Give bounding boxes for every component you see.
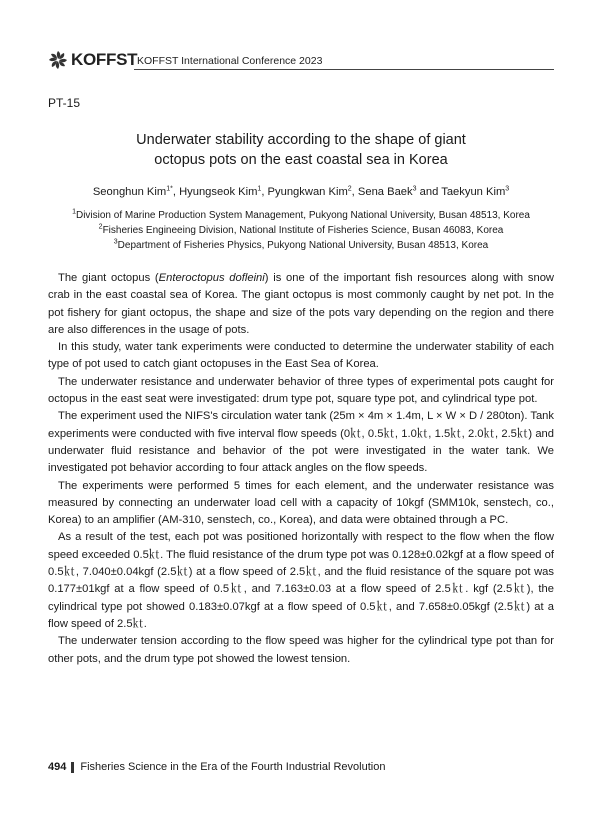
author-list: Seonghun Kim$^{1*}$, Hyungseok Kim$^1$, Pyungkwan Kim$^2$, Sena Baek$^3$ and Taekyun Kim$^3$ xyxy=(92,185,510,198)
author-affiliation-marker: 1* xyxy=(166,185,173,193)
species-name: Enteroctopus dofleini xyxy=(158,272,265,284)
page-footer xyxy=(48,761,385,773)
conference-name: KOFFST International Conference 2023 xyxy=(137,55,323,67)
paragraph-5: The experiments were performed 5 times for each element, and the underwater resistance was measured by connecting an underwater load cell with a capacity of 10kgf (SMM10k, senstech, co., Korea) to an amplifier (AM-310, senstech, co., Korea), and data were obtained through a PC. xyxy=(48,479,554,527)
paragraph-2: In this study, water tank experiments were conducted to determine the underwater stability of each type of pot used to catch giant octopuses in the East Sea of Korea. xyxy=(48,341,554,371)
affiliation-text: Division of Marine Production System Management, Pukyong National University, Busan 48513, Korea xyxy=(75,210,530,221)
affiliation-text: Fisheries Engineeing Division, National Institute of Fisheries Science, Busan 46083, Korea xyxy=(102,225,504,236)
paragraph-4: The experiment used the NIFS's circulation water tank (25m × 4m × 1.4m, L × W × D / 280ton). Tank experiments were conducted with five interval flow speeds (0㏏, 0.5㏏, 1.0㏏, 1.5㏏, 2.0㏏, 2.5㏏) and underwater fluid resistance and behavior of the pot were investigated in the water tank. We investigated pot behavior according to four attack angles on the flow speeds. xyxy=(48,410,554,475)
author-name: Seonghun Kim xyxy=(92,186,167,198)
paragraph-3: The underwater resistance and underwater behavior of three types of experimental pots caught for octopus in the east seat were investigated: drum type pot, square type pot, and cylindrical type pot. xyxy=(48,375,554,406)
footer-text: Fisheries Science in the Era of the Fourth Industrial Revolution xyxy=(80,761,386,773)
author-name: Pyungkwan Kim xyxy=(267,186,348,198)
affiliation-text: Department of Fisheries Physics, Pukyong National University, Busan 48513, Korea xyxy=(117,240,489,251)
affiliation-3 xyxy=(48,238,554,253)
affiliation-marker: 1 xyxy=(72,208,76,216)
paragraph-1 xyxy=(48,270,554,339)
header-divider xyxy=(134,69,554,70)
paragraph-text: The giant octopus ( xyxy=(58,272,159,284)
author-name: Taekyun Kim xyxy=(441,186,506,198)
author-affiliation-marker: 3 xyxy=(505,185,510,193)
paper-title xyxy=(48,131,554,170)
paragraph-text: ) is one of the important fish resources along with snow crab in the east coastal sea of Korea. The giant octopus is most commonly caught by net pot. In the pot fishery for giant octopus, the shape and size of the pots vary depending on the region and there are also differences in the usage of pots. xyxy=(48,272,554,336)
logo-text: KOFFST xyxy=(71,50,138,69)
title-line-1: Underwater stability according to the shape of giant xyxy=(136,132,466,148)
affiliation-2 xyxy=(48,223,554,238)
author-name: Sena Baek xyxy=(357,186,413,198)
page-header xyxy=(48,48,554,72)
paragraph-7: The underwater tension according to the flow speed was higher for the cylindrical type pot than for other pots, and the drum type pot showed the lowest tension. xyxy=(48,635,554,665)
title-line-2: octopus pots on the east coastal sea in Korea xyxy=(154,151,448,168)
author-affiliation-marker: 1 xyxy=(257,185,262,193)
affiliation-1 xyxy=(48,208,554,223)
affiliation-marker: 2 xyxy=(98,223,103,231)
abstract-body xyxy=(48,270,554,668)
koffst-logo-icon xyxy=(48,50,68,70)
page-number: 494 xyxy=(48,761,67,773)
author-name: Hyungseok Kim xyxy=(179,186,258,198)
footer-separator xyxy=(71,762,74,773)
affiliation-marker: 3 xyxy=(113,238,118,246)
paragraph-6: As a result of the test, each pot was positioned horizontally with respect to the flow when the flow speed exceeded 0.5㏏. The fluid resistance of the drum type pot was 0.128±0.02kgf at a flow speed of 0.5㏏, 7.040±0.04kgf (2.5㏏) at a flow speed of 2.5㏏, and the fluid resistance of the square pot was 0.177±01kgf at a flow speed of 0.5㏏, and 7.163±0.03 at a flow speed of 2.5㏏. kgf (2.5㏏), the cylindrical type pot showed 0.183±0.07kgf at a flow speed of 0.5㏏, and 7.658±0.05kgf (2.5㏏) at a flow speed of 2.5㏏. xyxy=(48,531,554,630)
paper-code: PT-15 xyxy=(48,96,81,110)
author-affiliation-marker: 2 xyxy=(347,185,352,193)
koffst-logo xyxy=(48,50,137,70)
author-affiliation-marker: 3 xyxy=(412,185,417,193)
